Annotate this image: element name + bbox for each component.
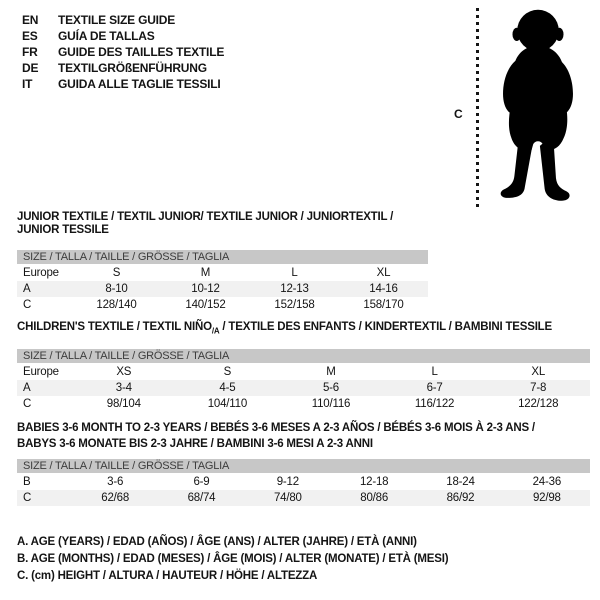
language-row-fr — [22, 44, 224, 60]
table-cell: 12-18 — [359, 476, 389, 488]
table-cell: 92/98 — [532, 492, 561, 504]
table-row-age — [17, 281, 428, 297]
language-title: GUIDA ALLE TAGLIE TESSILI — [58, 77, 221, 91]
table-row-age — [17, 380, 590, 396]
language-title: TEXTILE SIZE GUIDE — [58, 13, 176, 27]
table-row-months — [17, 474, 590, 490]
table-cell: 14-16 — [369, 283, 398, 295]
row-label: A — [23, 283, 31, 295]
table-cell: 62/68 — [101, 492, 130, 504]
junior-size-table — [17, 250, 428, 313]
language-code: IT — [22, 77, 33, 91]
table-cell: 3-6 — [107, 476, 124, 488]
table-cell: L — [431, 366, 438, 379]
table-cell: M — [200, 267, 211, 279]
table-cell: 24-36 — [532, 476, 562, 488]
section-babies-title — [17, 420, 590, 452]
title-line-1: BABIES 3-6 MONTH TO 2-3 YEARS / BEBÉS 3-6 MESES A 2-3 AÑOS / BÉBÉS 3-6 MOIS À 2-3 ANS / — [17, 422, 535, 434]
table-cell: 10-12 — [191, 283, 220, 295]
footnote-a: A. AGE (YEARS) / EDAD (AÑOS) / ÂGE (ANS) / ALTER (JAHRE) / ETÀ (ANNI) — [17, 536, 417, 548]
table-cell: 80/86 — [360, 492, 389, 504]
size-header-row: SIZE / TALLA / TAILLE / GRÖSSE / TAGLIA — [17, 459, 590, 473]
title-subscript: /A — [211, 326, 220, 336]
table-cell: 158/170 — [363, 299, 404, 311]
section-children-title — [17, 321, 590, 337]
table-cell: 116/122 — [414, 398, 455, 411]
table-cell: 68/74 — [187, 492, 216, 504]
row-label: Europe — [23, 366, 59, 379]
row-label: A — [23, 382, 31, 395]
footnote-b: B. AGE (MONTHS) / EDAD (MESES) / ÂGE (MOIS) / ALTER (MONATE) / ETÀ (MESI) — [17, 553, 449, 565]
height-measure-label: C — [454, 107, 463, 121]
table-row-height — [17, 396, 590, 412]
table-cell: S — [223, 366, 232, 379]
language-code: EN — [22, 13, 39, 27]
language-row-es — [22, 28, 224, 44]
table-cell: S — [112, 267, 121, 279]
language-row-en — [22, 12, 224, 28]
language-code: ES — [22, 29, 38, 43]
table-cell: XS — [116, 366, 132, 379]
table-cell: 86/92 — [446, 492, 475, 504]
table-cell: M — [326, 366, 336, 379]
section-children — [17, 321, 590, 412]
table-cell: 98/104 — [106, 398, 141, 411]
table-cell: 5-6 — [322, 382, 339, 395]
height-measure-dashed-line — [476, 8, 479, 211]
language-code: DE — [22, 61, 39, 75]
height-figure — [450, 4, 595, 216]
table-row-europe — [17, 265, 428, 281]
language-code: FR — [22, 45, 38, 59]
table-cell: XL — [531, 366, 546, 379]
table-row-height — [17, 490, 590, 506]
babies-size-table — [17, 459, 590, 506]
section-junior — [17, 211, 428, 313]
table-cell: 18-24 — [446, 476, 475, 488]
table-cell: 8-10 — [105, 283, 128, 295]
language-title: GUÍA DE TALLAS — [58, 29, 155, 43]
row-label: C — [23, 398, 32, 411]
table-row-height — [17, 297, 428, 313]
section-junior-title: JUNIOR TEXTILE / TEXTIL JUNIOR/ TEXTILE JUNIOR / JUNIORTEXTIL / JUNIOR TESSILE — [17, 211, 394, 236]
language-list — [22, 12, 224, 92]
title-line-2: BABYS 3-6 MONATE BIS 2-3 JAHRE / BAMBINI 3-6 MESI A 2-3 ANNI — [17, 438, 373, 450]
table-cell: 140/152 — [185, 299, 226, 311]
language-title: TEXTILGRÖßENFÜHRUNG — [58, 61, 207, 75]
row-label: C — [23, 492, 32, 504]
row-label: C — [23, 299, 32, 311]
table-row-europe — [17, 364, 590, 380]
footnote-c: C. (cm) HEIGHT / ALTURA / HAUTEUR / HÖHE / ALTEZZA — [17, 570, 318, 582]
language-row-de — [22, 60, 224, 76]
size-header-row: SIZE / TALLA / TAILLE / GRÖSSE / TAGLIA — [17, 250, 428, 264]
size-header-row: SIZE / TALLA / TAILLE / GRÖSSE / TAGLIA — [17, 349, 590, 363]
table-cell: 7-8 — [530, 382, 547, 395]
row-label: Europe — [23, 267, 59, 279]
baby-silhouette-icon — [492, 6, 584, 214]
language-row-it — [22, 76, 224, 92]
table-cell: 110/116 — [311, 398, 351, 411]
table-cell: 128/140 — [96, 299, 137, 311]
language-title: GUIDE DES TAILLES TEXTILE — [58, 45, 225, 59]
table-cell: 152/158 — [274, 299, 315, 311]
children-size-table — [17, 349, 590, 412]
footnotes — [17, 534, 448, 585]
table-cell: L — [291, 267, 298, 279]
table-cell: 12-13 — [280, 283, 309, 295]
section-babies — [17, 420, 590, 506]
row-label: B — [23, 476, 31, 488]
table-cell: 122/128 — [518, 398, 559, 411]
title-part: / TEXTILE DES ENFANTS / KINDERTEXTIL / BAMBINI TESSILE — [219, 321, 552, 333]
table-cell: 74/80 — [273, 492, 302, 504]
table-cell: XL — [376, 267, 391, 279]
table-cell: 4-5 — [219, 382, 236, 395]
table-cell: 6-7 — [426, 382, 443, 395]
title-part: CHILDREN'S TEXTILE / TEXTIL NIÑO — [17, 321, 212, 333]
table-cell: 3-4 — [115, 382, 132, 395]
table-cell: 104/110 — [207, 398, 248, 411]
table-cell: 9-12 — [276, 476, 299, 488]
table-cell: 6-9 — [193, 476, 210, 488]
